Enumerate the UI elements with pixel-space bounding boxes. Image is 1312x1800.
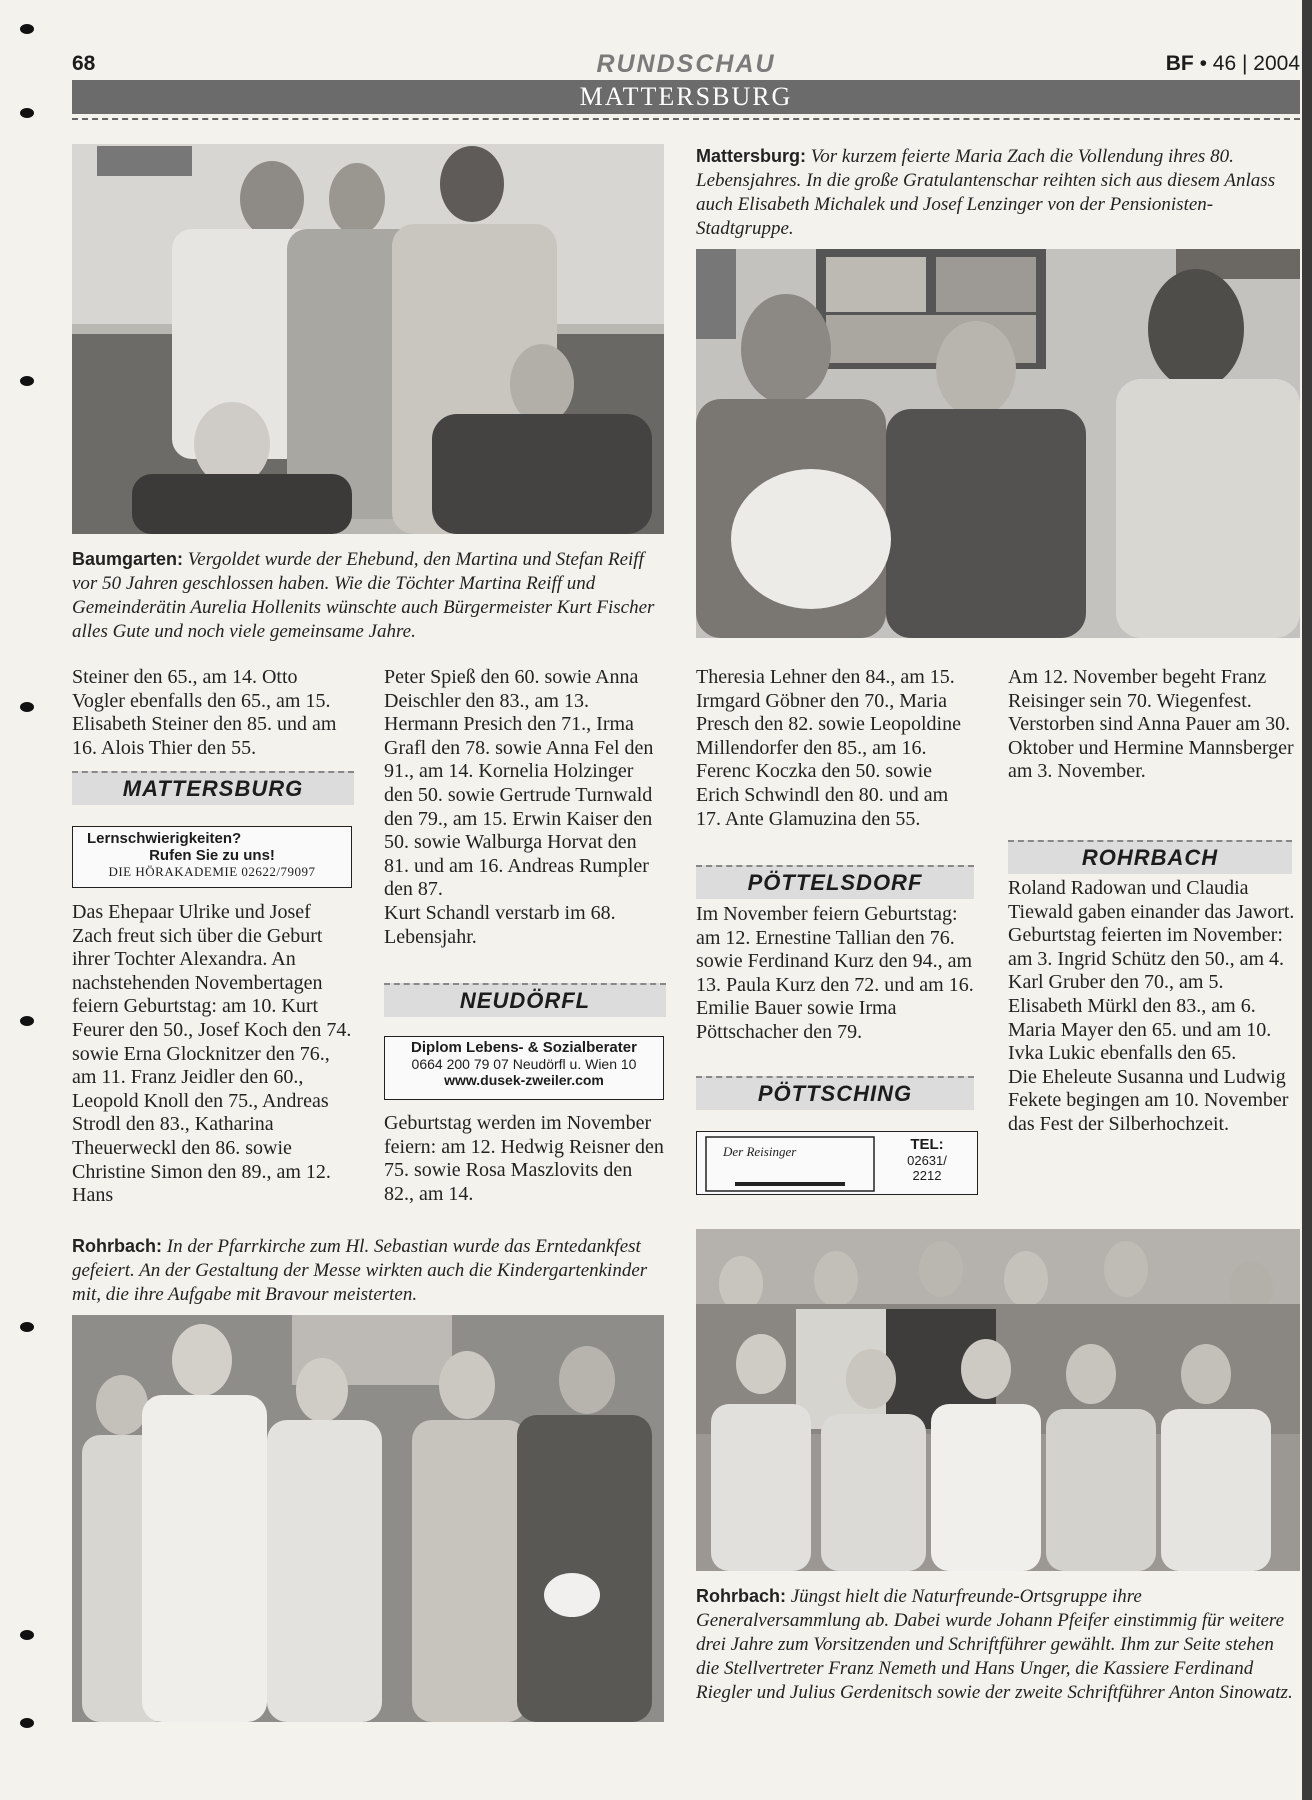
text-block: Kurt Schandl verstarb im 68. Lebensjahr. — [384, 901, 616, 948]
photo-icon — [696, 249, 1300, 638]
text-block: Verstorben sind Anna Pauer am 30. Oktober und Hermine Mannsberger am 3. November. — [1008, 713, 1294, 783]
photo-icon — [696, 1229, 1300, 1571]
text-block: Geburtstag feierten im November: am 3. Ingrid Schütz den 50., am 4. Karl Gruber den 70., am 5. Elisabeth Mürkl den 83., am 6. Maria Mayer den 65. und am 10. Ivka Lukic ebenfalls den 65. — [1008, 924, 1285, 1065]
section-heading-mattersburg: MATTERSBURG — [72, 771, 354, 805]
scan-edge — [1302, 0, 1312, 1800]
column-1-mattersburg — [72, 901, 354, 1208]
text-block: Theresia Lehner den 84., am 15. Irmgard Göbner den 70., Maria Presch den 82. sowie Leopoldine Millendorfer den 85., am 16. Ferenc Koczka den 50. sowie Erich Schwindl den 80. und am 17. Ante Glamuzina den 55. — [696, 666, 961, 830]
binder-hole-mark — [20, 1718, 34, 1728]
issue-rest: • 46 | 2004 — [1199, 52, 1300, 75]
ad-line: 0664 200 79 07 Neudörfl u. Wien 10 — [411, 1056, 637, 1072]
text-block: Roland Radowan und Claudia Tiewald gaben einander das Jawort. — [1008, 877, 1295, 923]
text-block: Am 12. November begeht Franz Reisinger sein 70. Wiegenfest. — [1008, 666, 1267, 712]
caption-place: Baumgarten: — [72, 549, 184, 569]
photo-icon — [72, 144, 664, 534]
section-heading-neudoerfl: NEUDÖRFL — [384, 983, 666, 1017]
binder-hole-mark — [20, 1322, 34, 1332]
issue-prefix: BF — [1165, 52, 1194, 75]
photo-mattersburg — [696, 249, 1300, 638]
column-4 — [1008, 666, 1300, 784]
caption-rohrbach-naturfreunde — [696, 1584, 1300, 1705]
ad-line: DIE HÖRAKADEMIE 02622/79097 — [108, 864, 316, 879]
column-2 — [384, 666, 666, 949]
newspaper-title: RUNDSCHAU — [596, 50, 776, 78]
ad-line: Lernschwierigkeiten? — [87, 830, 242, 847]
caption-baumgarten — [72, 547, 664, 644]
ad-hoerakademie[interactable] — [72, 826, 352, 888]
logo-text: Der Reisinger — [723, 1144, 797, 1159]
caption-text: In der Pfarrkirche zum Hl. Sebastian wurde das Erntedankfest gefeiert. An der Gestaltung der Messe wirkten auch die Kindergartenkinder mit, die ihre Aufgabe mit Bravour meisterten. — [72, 1236, 648, 1305]
ad-line: Diplom Lebens- & Sozialberater — [411, 1039, 637, 1056]
caption-text: Vergoldet wurde der Ehebund, den Martina und Stefan Reiff vor 50 Jahren geschlossen haben. Wie die Töchter Martina Reiff und Gemeinderätin Aurelia Hollenits wünschte auch Bürgermeister Kurt Fischer alles Gute und noch viele gemeinsame Jahre. — [72, 549, 655, 642]
header-divider — [72, 118, 1300, 120]
binder-hole-mark — [20, 702, 34, 712]
text-block: Peter Spieß den 60. sowie Anna Deischler den 83., am 13. Hermann Presich den 71., Irma Grafl den 78. sowie Anna Fel den 91., am 14. Kornelia Holzinger den 50. sowie Gertrude Turnwald den 79., am 15. Erwin Kaiser den 50. sowie Walburga Horvat den 81. und am 16. Andreas Rumpler den 87. — [384, 666, 654, 901]
column-2-neudoerfl — [384, 1112, 666, 1206]
page-header — [72, 50, 1300, 80]
text-block: Geburtstag werden im November feiern: am 12. Hedwig Reisner den 75. sowie Rosa Maszlovits den 82., am 14. — [384, 1112, 664, 1205]
binder-hole-mark — [20, 108, 34, 118]
ad-dusek[interactable] — [384, 1036, 664, 1100]
column-1 — [72, 666, 354, 760]
caption-place: Rohrbach: — [72, 1236, 162, 1256]
tel-label: TEL: — [910, 1136, 944, 1153]
caption-mattersburg — [696, 144, 1300, 241]
text-block: Das Ehepaar Ulrike und Josef Zach freut sich über die Geburt ihrer Tochter Alexandra. An nachstehenden Novembertagen feiern Geburtstag: am 10. Kurt Feurer den 50., Josef Koch den 74. sowie Erna Glocknitzer den 76., am 11. Franz Jeidler den 60., Leopold Knoll den 75., Andreas Strodl den 83., Katharina Theuerweckl den 86. sowie Christine Simon den 89., am 12. Hans — [72, 901, 352, 1207]
region-banner: MATTERSBURG — [72, 80, 1300, 114]
section-heading-poettsching: PÖTTSCHING — [696, 1076, 974, 1110]
ad-line: Rufen Sie zu uns! — [149, 847, 275, 864]
binder-hole-mark — [20, 1630, 34, 1640]
binder-hole-mark — [20, 24, 34, 34]
photo-baumgarten — [72, 144, 664, 534]
ad-telephone — [887, 1136, 967, 1183]
section-heading-rohrbach: ROHRBACH — [1008, 840, 1292, 874]
section-heading-poettelsdorf: PÖTTELSDORF — [696, 865, 974, 899]
text-block: Die Eheleute Susanna und Ludwig Fekete begingen am 10. November das Fest der Silberhochzeit. — [1008, 1065, 1289, 1135]
caption-place: Mattersburg: — [696, 146, 807, 166]
column-3-poettelsdorf — [696, 903, 978, 1045]
issue-number — [1166, 52, 1300, 76]
photo-icon — [72, 1315, 664, 1722]
reisinger-logo-icon — [705, 1136, 875, 1192]
column-3 — [696, 666, 978, 831]
text-block: Steiner den 65., am 14. Otto Vogler ebenfalls den 65., am 15. Elisabeth Steiner den 85. und am 16. Alois Thier den 55. — [72, 666, 337, 759]
tel-line: 02631/ — [907, 1153, 947, 1168]
caption-place: Rohrbach: — [696, 1586, 786, 1606]
text-block: Im November feiern Geburtstag: am 12. Ernestine Tallian den 76. sowie Ferdinand Kurz den 94., am 13. Paula Kurz den 72. und am 16. Emilie Bauer sowie Irma Pöttschacher den 79. — [696, 903, 974, 1043]
caption-text: Vor kurzem feierte Maria Zach die Vollendung ihres 80. Lebensjahres. In die große Gratulantenschar reihten sich aus diesem Anlass auch Elisabeth Michalek und Josef Lenzinger von der Pensionisten-Stadtgruppe. — [696, 146, 1276, 239]
caption-rohrbach-kirche — [72, 1234, 664, 1307]
column-4-rohrbach — [1008, 877, 1300, 1137]
photo-rohrbach-gruppe — [696, 1229, 1300, 1571]
binder-hole-mark — [20, 376, 34, 386]
tel-line: 2212 — [912, 1168, 942, 1183]
binder-hole-mark — [20, 1016, 34, 1026]
photo-rohrbach-kinder — [72, 1315, 664, 1722]
caption-text: Jüngst hielt die Naturfreunde-Ortsgruppe ihre Generalversammlung ab. Dabei wurde Johann Pfeifer einstimmig für weitere drei Jahre zum Vorsitzenden und Schriftführer gewählt. Ihm zur Seite stehen die Stellvertreter Franz Nemeth und Hans Unger, die Kassiere Ferdinand Riegler und Julius Gerdenitsch sowie der zweite Schriftführer Anton Sinowatz. — [696, 1586, 1293, 1703]
ad-reisinger[interactable] — [696, 1131, 978, 1195]
page-number: 68 — [72, 52, 96, 75]
ad-line: www.dusek-zweiler.com — [444, 1072, 604, 1088]
